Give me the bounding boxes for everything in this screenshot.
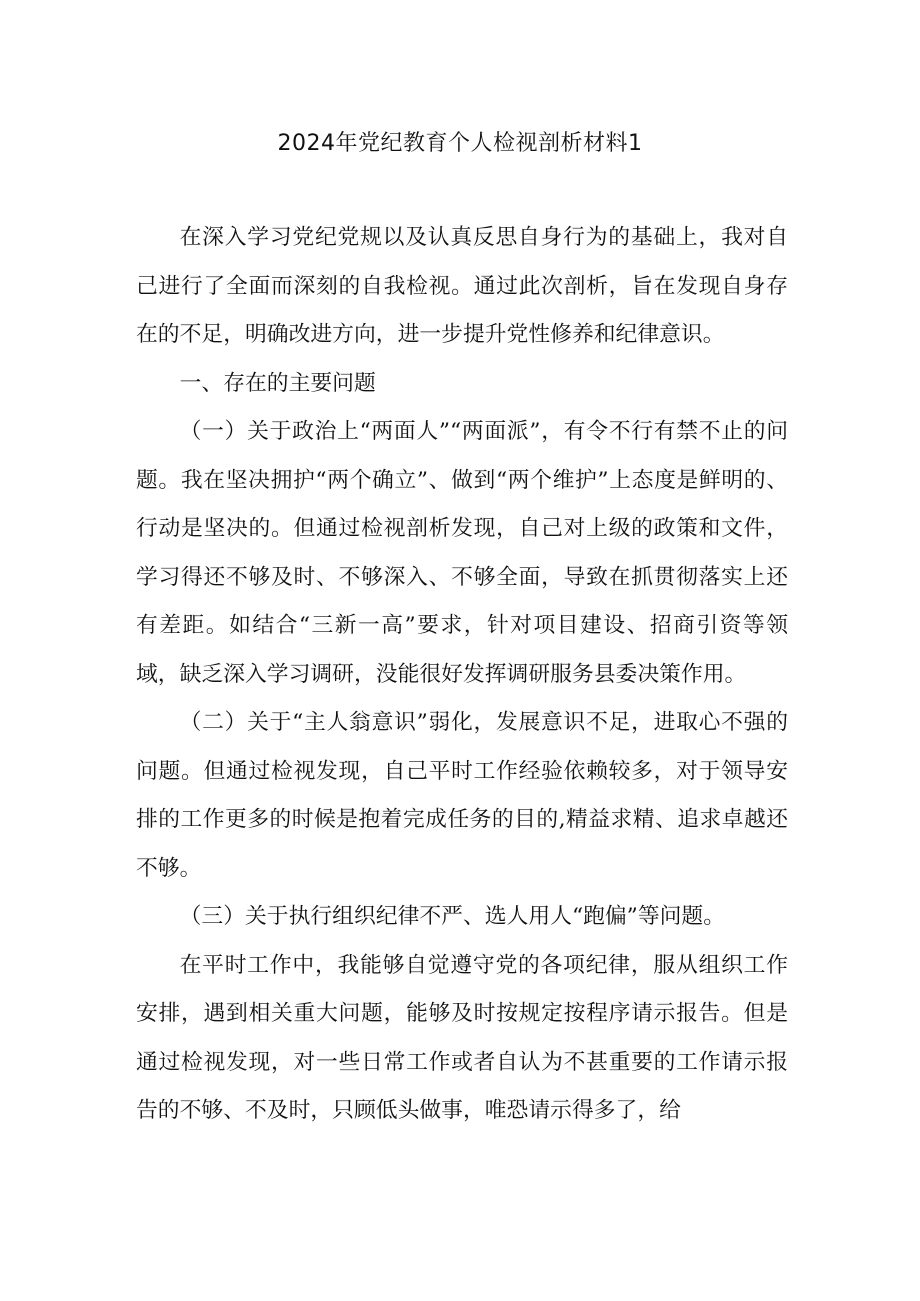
problem-paragraph-1: （一）关于政治上“两面人”“两面派”，有令不行有禁不止的问题。我在坚决拥护“两个确立”、做到“两个维护”上态度是鲜明的、行动是坚决的。但通过检视剖析发现，自己对上级的政策和文件，学习得还不够及时、不够深入、不够全面，导致在抓贯彻落实上还有差距。如结合“三新一高”要求，针对项目建设、招商引资等领域，缺乏深入学习调研，没能很好发挥调研服务县委决策作用。: [136, 419, 788, 687]
problem-paragraph-3: 在平时工作中，我能够自觉遵守党的各项纪律，服从组织工作安排，遇到相关重大问题，能够及时按规定按程序请示报告。但是通过检视发现，对一些日常工作或者自认为不甚重要的工作请示报告的不够、不及时，只顾低头做事，唯恐请示得多了，给: [136, 952, 788, 1123]
section-heading-main-problems: 一、存在的主要问题: [179, 370, 376, 396]
document-title: 2024年党纪教育个人检视剖析材料1: [277, 131, 643, 156]
document-body: [136, 214, 788, 1136]
problem-paragraph-2: （二）关于“主人翁意识”弱化，发展意识不足，进取心不强的问题。但通过检视发现，自己平时工作经验依赖较多，对于领导安排的工作更多的时候是抱着完成任务的目的,精益求精、追求卓越还不够。: [136, 710, 788, 881]
intro-paragraph: 在深入学习党纪党规以及认真反思自身行为的基础上，我对自己进行了全面而深刻的自我检视。通过此次剖析，旨在发现自身存在的不足，明确改进方向，进一步提升党性修养和纪律意识。: [136, 225, 788, 347]
problem-heading-3: （三）关于执行组织纪律不严、选人用人“跑偏”等问题。: [179, 904, 726, 929]
